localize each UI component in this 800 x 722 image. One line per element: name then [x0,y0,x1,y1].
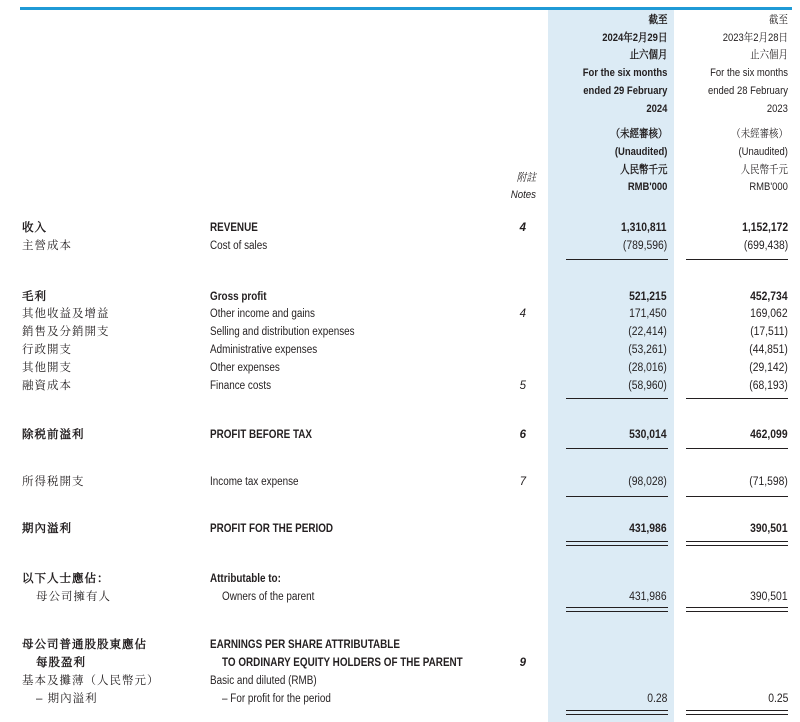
note-ref: 7 [519,476,526,488]
table-row [0,305,800,323]
value-2023: 452,734 [750,291,788,303]
table-row [0,341,800,359]
double-rule [566,611,668,612]
double-rule [566,714,668,715]
table-row [0,473,800,491]
value-2024: (58,960) [628,380,667,392]
table-row [0,323,800,341]
row-label-en: TO ORDINARY EQUITY HOLDERS OF THE PARENT [222,657,463,669]
row-label-zh: 母公司擁有人 [36,591,111,603]
value-2023: 462,099 [750,429,788,441]
row-label-en: Other expenses [210,362,280,374]
value-2023: (68,193) [749,380,788,392]
row-label-en: Gross profit [210,291,267,303]
table-row [0,520,800,538]
table-row [0,636,800,654]
double-rule [686,607,788,608]
row-label-en: Basic and diluted (RMB) [210,675,317,687]
value-2023: (17,511) [750,326,788,338]
subtotal-rule [686,448,788,449]
value-2023: 169,062 [750,308,788,320]
row-label-zh: 以下人士應佔： [22,573,110,585]
value-2024: (53,261) [628,344,667,356]
row-label-en: Attributable to: [210,573,281,585]
value-2023: 390,501 [750,591,788,603]
subtotal-rule [686,496,788,497]
current-period-header: 截至 2024年2月29日 止六個月 For the six months ended 29 February 2024 （未經審核） (Unaudited) 人民幣千元 RMB'000 [582,14,667,194]
note-ref: 9 [519,657,526,669]
value-2024: 0.28 [646,693,667,705]
value-2024: 431,986 [629,523,667,535]
value-2023: (29,142) [749,362,788,374]
value-2024: (789,596) [622,240,667,252]
row-label-zh: 每股盈利 [36,657,86,669]
value-2024: (28,016) [628,362,667,374]
row-label-en: Income tax expense [210,476,299,488]
row-label-en: Owners of the parent [222,591,315,603]
value-2023: (44,851) [749,344,788,356]
subtotal-rule [566,496,668,497]
row-label-zh: 所得税開支 [22,476,85,488]
double-rule [566,541,668,542]
row-label-zh: 主營成本 [22,240,72,252]
row-label-en: Cost of sales [210,240,268,252]
row-label-zh: 其他開支 [22,362,72,374]
row-label-zh: 期內溢利 [22,523,72,535]
value-2023: (699,438) [743,240,788,252]
value-2024: 171,450 [629,308,667,320]
table-row [0,237,800,255]
subtotal-rule [566,448,668,449]
row-label-zh: 母公司普通股股東應佔 [22,639,147,651]
row-label-en: PROFIT BEFORE TAX [210,429,313,441]
row-label-en: Finance costs [210,380,272,392]
top-accent-bar [20,7,792,10]
double-rule [566,710,668,711]
note-ref: 6 [519,429,526,441]
row-label-en: EARNINGS PER SHARE ATTRIBUTABLE [210,639,400,651]
row-label-zh: 基本及攤薄（人民幣元） [22,675,160,687]
value-2024: 521,215 [629,291,667,303]
table-row [0,654,800,672]
table-row [0,359,800,377]
note-ref: 4 [519,222,526,234]
double-rule [686,545,788,546]
subtotal-rule [566,259,668,260]
table-row [0,219,800,237]
table-row [0,672,800,690]
row-label-en: – For profit for the period [222,693,331,705]
double-rule [686,710,788,711]
value-2023: 390,501 [750,523,788,535]
row-label-zh: 其他收益及增益 [22,308,110,320]
row-label-en: Selling and distribution expenses [210,326,355,338]
table-row [0,588,800,606]
row-label-zh: 毛利 [22,291,47,303]
row-label-en: PROFIT FOR THE PERIOD [210,523,334,535]
note-ref: 5 [519,380,526,392]
row-label-zh: 行政開支 [22,344,72,356]
table-row [0,570,800,588]
prior-period-header: 截至 2023年2月28日 止六個月 For the six months ended 28 February 2023 （未經審核） (Unaudited) 人民幣千元 RMB'000 [708,14,788,194]
table-row [0,288,800,306]
value-2024: 530,014 [629,429,667,441]
row-label-en: REVENUE [210,222,258,234]
value-2024: (98,028) [628,476,667,488]
subtotal-rule [686,259,788,260]
table-row [0,377,800,395]
row-label-zh: 除税前溢利 [22,429,85,441]
row-label-zh: 收入 [22,222,47,234]
double-rule [686,541,788,542]
row-label-zh: 銷售及分銷開支 [22,326,110,338]
value-2023: (71,598) [749,476,788,488]
double-rule [566,607,668,608]
notes-header: 附註 Notes [510,172,536,201]
row-label-zh: – 期內溢利 [36,693,98,705]
subtotal-rule [566,398,668,399]
table-row [0,426,800,444]
value-2023: 1,152,172 [741,222,788,234]
value-2024: 1,310,811 [621,222,667,234]
row-label-zh: 融資成本 [22,380,72,392]
subtotal-rule [686,398,788,399]
value-2023: 0.25 [767,693,788,705]
double-rule [686,714,788,715]
double-rule [686,611,788,612]
double-rule [566,545,668,546]
table-row [0,690,800,708]
value-2024: (22,414) [628,326,667,338]
value-2024: 431,986 [629,591,667,603]
row-label-en: Other income and gains [210,308,316,320]
row-label-en: Administrative expenses [210,344,318,356]
note-ref: 4 [519,308,526,320]
